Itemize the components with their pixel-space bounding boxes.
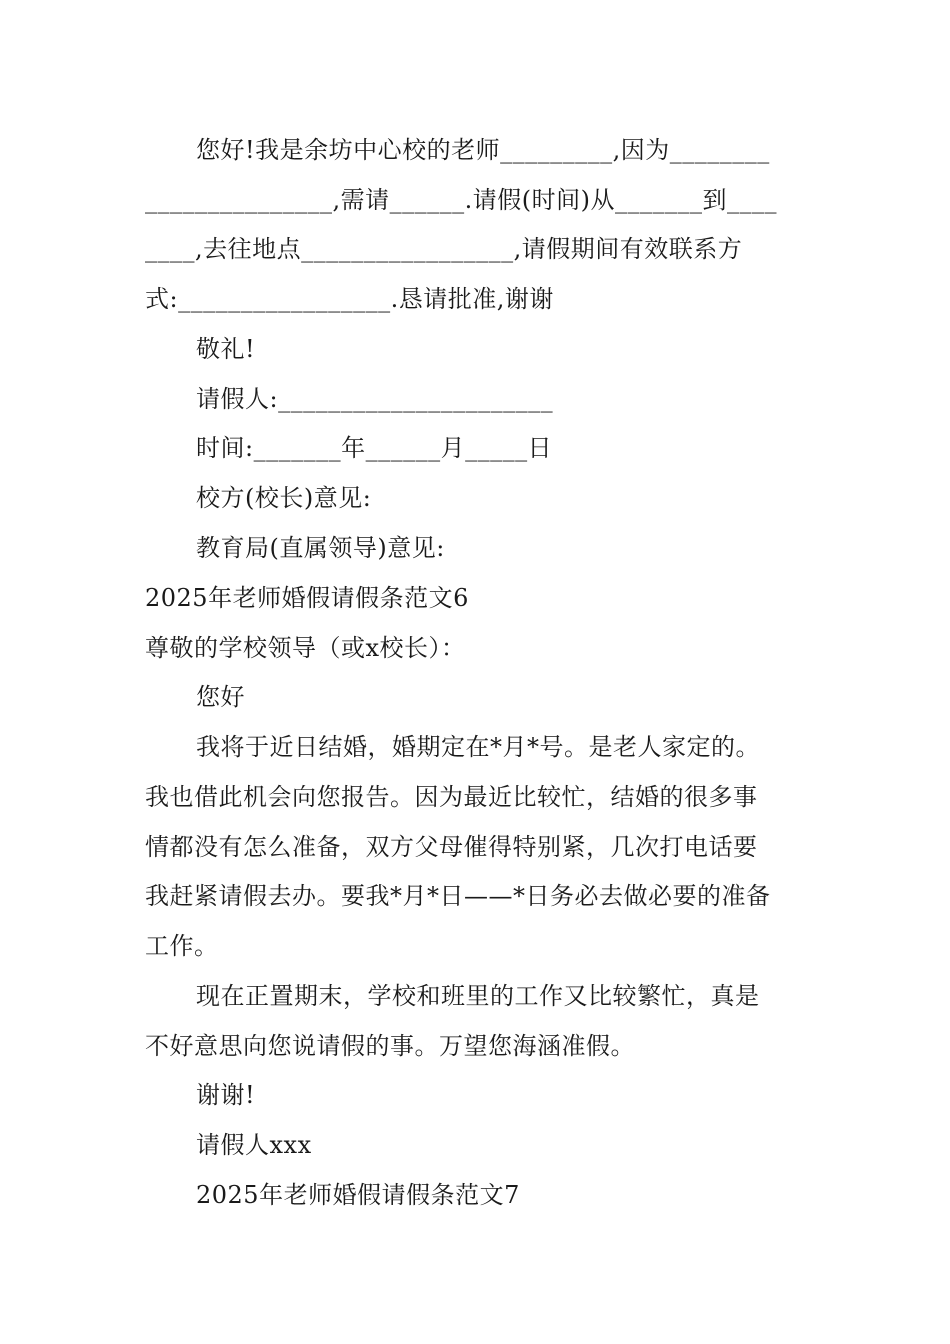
recipient-line: 尊敬的学校领导（或x校长）：: [145, 634, 466, 662]
bureau-opinion-label: 教育局(直属领导)意见:: [196, 534, 445, 562]
form-line-3: ____,去往地点_________________,请假期间有效联系方: [145, 235, 743, 263]
paragraph-1-line: 我将于近日结婚，婚期定在*月*号。是老人家定的。: [196, 733, 760, 761]
form-line-1: 您好!我是余坊中心校的老师_________,因为________: [196, 136, 770, 164]
paragraph-1-line: 我赶紧请假去办。要我*月*日——*日务必去做必要的准备: [145, 882, 771, 910]
section-7-heading: 2025年老师婚假请假条范文7: [196, 1181, 520, 1209]
salute-text: 敬礼!: [196, 335, 256, 363]
paragraph-1-line: 工作。: [145, 932, 219, 960]
form-line-2: _______________,需请______.请假(时间)从_______到____: [145, 186, 777, 214]
paragraph-1-line: 情都没有怎么准备，双方父母催得特别紧，几次打电话要: [145, 833, 758, 861]
paragraph-1-line: 我也借此机会向您报告。因为最近比较忙，结婚的很多事: [145, 783, 758, 811]
date-field: 时间:_______年______月_____日: [196, 434, 553, 462]
section-6-heading: 2025年老师婚假请假条范文6: [145, 584, 469, 612]
greeting-text: 您好: [196, 683, 245, 711]
paragraph-2-line: 现在正置期末，学校和班里的工作又比较繁忙，真是: [196, 982, 760, 1010]
form-line-4: 式:_________________.恳请批准,谢谢: [145, 285, 554, 313]
signature-text: 请假人xxx: [196, 1131, 312, 1159]
thanks-text: 谢谢!: [196, 1081, 256, 1109]
school-opinion-label: 校方(校长)意见:: [196, 484, 372, 512]
paragraph-2-line: 不好意思向您说请假的事。万望您海涵准假。: [145, 1032, 635, 1060]
applicant-field: 请假人:______________________: [196, 385, 554, 413]
